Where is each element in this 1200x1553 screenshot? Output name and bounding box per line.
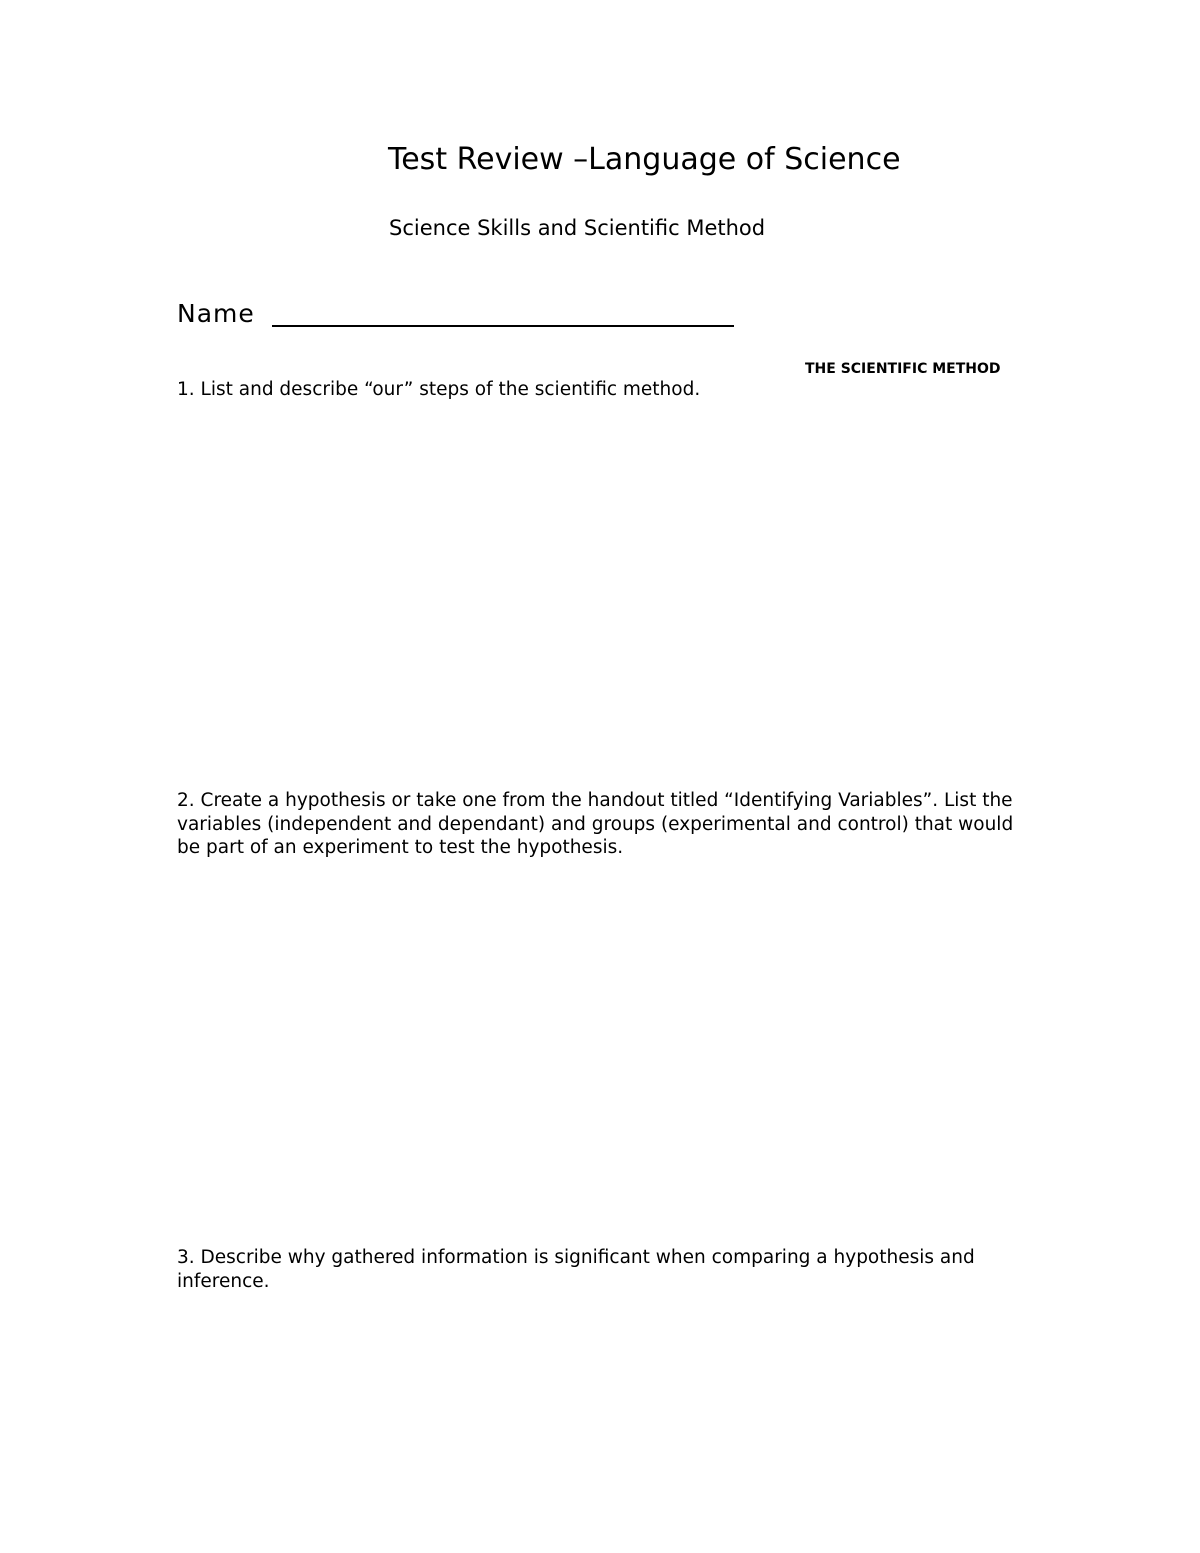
scientific-method-label: THE SCIENTIFIC METHOD (805, 361, 1001, 377)
question-2 (177, 789, 1037, 860)
question-3 (177, 1246, 1037, 1293)
question-1 (177, 378, 1037, 402)
question-1-text: 1. List and describe “our” steps of the scientific method. (177, 379, 701, 400)
name-blank-line (272, 325, 734, 327)
document-subtitle: Science Skills and Scientific Method (389, 216, 766, 240)
question-2-text: 2. Create a hypothesis or take one from the handout titled “Identifying Variables”. List the variables (independent and dependant) and groups (experimental and control) that would be part of an experiment to test the hypothesis. (177, 790, 1014, 858)
question-3-text: 3. Describe why gathered information is significant when comparing a hypothesis and inference. (177, 1247, 975, 1292)
document-title: Test Review –Language of Science (388, 142, 901, 177)
name-label: Name (177, 299, 255, 328)
